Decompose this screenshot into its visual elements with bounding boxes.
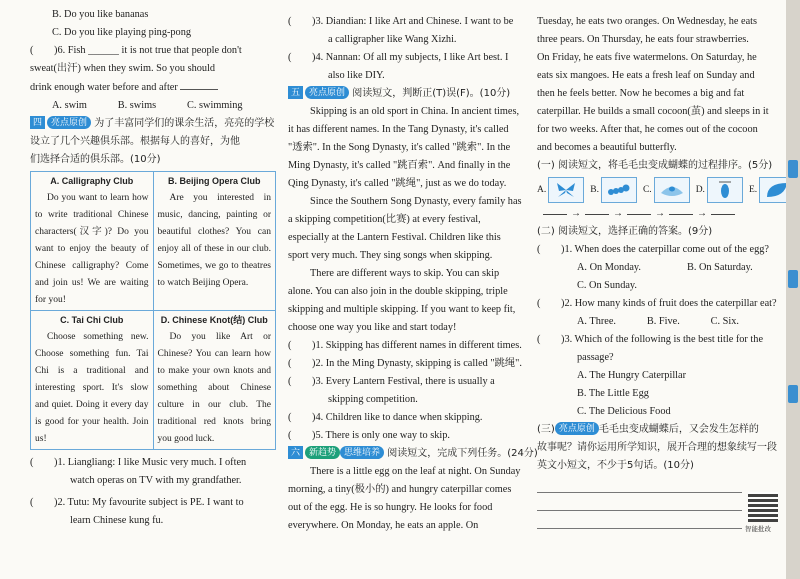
true-false-list	[288, 337, 524, 445]
lifecycle-pictures	[537, 177, 780, 203]
original-badge: 亮点原创	[555, 422, 599, 435]
question-6-line3: drink enough water before and after	[30, 78, 276, 97]
tf-item: ( )1. Skipping has different names in different times.	[288, 340, 522, 351]
writing-line[interactable]	[537, 511, 742, 529]
question-2: ( )2. Tutu: My favourite subject is PE. I want to	[30, 497, 244, 508]
section-4-title-line2: 设立了几个兴趣俱乐部。根据每人的喜好，为他	[30, 136, 240, 147]
passage-paragraph-2: Since the Southern Song Dynasty, every family has a skipping competition(比赛) at every festival, especially at the Lantern Festival. Children like this sport very much. They sing songs when skipping.	[288, 196, 522, 261]
picture-c: C.	[643, 177, 690, 203]
mc-3-option-c: C. The Delicious Food	[577, 406, 671, 417]
clubs-table	[30, 171, 276, 450]
mc-question-2: ( )2. How many kinds of fruit does the caterpillar eat?	[537, 298, 777, 309]
egg-on-leaf-icon	[659, 181, 685, 199]
question-6: ( )6. Fish ______ it is not true that people don't	[30, 45, 242, 56]
edge-tab	[788, 385, 798, 403]
question-3-line2: a calligrapher like Wang Xizhi.	[328, 34, 457, 45]
picture-d: D.	[696, 177, 743, 203]
section-number: 四	[30, 116, 45, 129]
question-1: ( )1. Liangliang: I like Music very much. I often	[30, 457, 247, 468]
tf-item: ( )3. Every Lantern Festival, there is usually a	[288, 376, 495, 387]
part-1-title: (一) 阅读短文，将毛毛虫变成蝴蝶的过程排序。(5分)	[537, 160, 773, 171]
picture-b: B.	[590, 177, 637, 203]
thinking-badge: 思维培养	[340, 446, 384, 459]
original-badge: 亮点原创	[47, 116, 91, 129]
cocoon-icon	[715, 180, 735, 200]
question-4: ( )4. Nannan: Of all my subjects, I like Art best. I	[288, 52, 509, 63]
section-4-title: 四 亮点原创 为了丰富同学们的课余生活，亮亮的学校	[30, 115, 276, 133]
picture-a: A.	[537, 177, 584, 203]
column-middle	[288, 0, 538, 535]
club-a: A. Calligraphy Club Do you want to learn how to write traditional Chinese characters(汉字)? Do you want to enjoy the beauty of Chinese calligraphy? Come and join us! We are waiting for you!	[31, 172, 154, 311]
question-6-line2: sweat(出汗) when they swim. So you should	[30, 63, 216, 74]
section-4-title-line3: 们选择合适的俱乐部。(10分)	[30, 154, 161, 165]
mc-2-options: A. Three. B. Five. C. Six.	[577, 316, 739, 327]
writing-line[interactable]	[537, 493, 742, 511]
mc-3-option-b: B. The Little Egg	[577, 388, 649, 399]
mc-question-1: ( )1. When does the caterpillar come out of the egg?	[537, 244, 769, 255]
mc-3-option-a: A. The Hungry Caterpillar	[577, 370, 687, 381]
question-4-line2: also like DIY.	[328, 70, 385, 81]
mc-1-options: A. On Monday. B. On Saturday.	[577, 262, 753, 273]
passage-paragraph-1: Skipping is an old sport in China. In ancient times, it has different names. In the Tang Dynasty, it's called "透索". In the Song Dynasty, it's called "跳索". In the Ming Dynasty, it's called "跳百索". And finally in the Qing Dynasty, it's called "跳绳", just as we do today.	[288, 106, 520, 189]
writing-line[interactable]	[537, 475, 742, 493]
section-number: 六	[288, 446, 303, 459]
tf-item-cont: skipping competition.	[328, 394, 418, 405]
page-spine	[786, 0, 800, 579]
club-d: D. Chinese Knot(结) Club Do you like Art or Chinese? You can learn how to make your own knots and something about Chinese culture in our club. The traditional red knots bring you good luck.	[153, 311, 276, 450]
column-left	[30, 0, 276, 530]
question-1-line2: watch operas on TV with my grandfather.	[70, 475, 242, 486]
picture-e: E.	[749, 177, 795, 203]
caterpillar-icon	[606, 182, 632, 198]
order-answer-line[interactable]: → → → →	[543, 205, 780, 223]
passage-paragraph-3: There are different ways to skip. You can skip alone. You can also join in the double skipping, triple skipping and multiple skipping. If you want to keep fit, choose one way you like and start today!	[288, 268, 516, 333]
edge-tab	[788, 160, 798, 178]
question-6-options: A. swim B. swims C. swimming	[52, 100, 243, 111]
tf-item: ( )2. In the Ming Dynasty, skipping is called "跳绳".	[288, 358, 522, 369]
section-number: 五	[288, 86, 303, 99]
trend-badge: 新趋势	[305, 446, 340, 459]
part-2-title: (二) 阅读短文，选择正确的答案。(9分)	[537, 226, 713, 237]
section-6-title: 六 新趋势 思维培养 阅读短文，完成下列任务。(24分)	[288, 445, 524, 463]
qr-code-icon	[748, 492, 778, 522]
story-part-2: Tuesday, he eats two oranges. On Wednesday, he eats three pears. On Thursday, he eats four strawberries. On Friday, he eats five watermelons. On Saturday, he eats six mangoes. He eats a fresh leaf on Sunday and then he feels better. Now he becomes a big and fat caterpillar. He builds a small cocoon(茧) and sleeps in it for two weeks. After that, he comes out of the cocoon and becomes a beautiful butterfly.	[537, 16, 769, 153]
original-badge: 亮点原创	[305, 86, 349, 99]
tf-item: ( )5. There is only one way to skip.	[288, 430, 450, 441]
part-3-title-line3: 英文小短文，不少于5句话。(10分)	[537, 460, 694, 471]
mc-question-3: ( )3. Which of the following is the best title for the	[537, 334, 764, 345]
part-3-title: (三) 亮点原创 毛毛虫变成蝴蝶后，又会发生怎样的	[537, 423, 759, 435]
question-2-line2: learn Chinese kung fu.	[70, 515, 164, 526]
qr-caption: 智能批改	[745, 525, 771, 533]
option-c: C. Do you like playing ping-pong	[52, 27, 191, 38]
story-part-1: There is a little egg on the leaf at night. On Sunday morning, a tiny(极小的) and hungry caterpillar comes out of the egg. He is so hungry. He looks for food everywhere. On Monday, he eats an apple. On	[288, 466, 521, 531]
column-right	[537, 0, 780, 529]
mc-1-option-c: C. On Sunday.	[577, 280, 637, 291]
part-3-title-line2: 故事呢？请你运用所学知识，展开合理的想象续写一段	[537, 442, 777, 453]
tf-item: ( )4. Children like to dance when skipping.	[288, 412, 483, 423]
section-5-title: 五 亮点原创 阅读短文，判断正(T)误(F)。(10分)	[288, 85, 524, 103]
club-c: C. Tai Chi Club Choose something new. Choose something fun. Tai Chi is a traditional and interesting sport. It's slow and quiet. Doing it every day is good for your health. Join us!	[31, 311, 154, 450]
question-3: ( )3. Diandian: I like Art and Chinese. I want to be	[288, 16, 514, 27]
club-b: B. Beijing Opera Club Are you interested in music, dancing, painting or beautiful clothes? You can enjoy all of these in our club. Sometimes, we go to theatres to watch Beijing Opera.	[153, 172, 276, 311]
answer-blank[interactable]	[180, 78, 218, 90]
edge-tab	[788, 270, 798, 288]
option-b: B. Do you like bananas	[52, 9, 149, 20]
mc-question-3-line2: passage?	[577, 352, 614, 363]
butterfly-icon	[555, 181, 577, 199]
